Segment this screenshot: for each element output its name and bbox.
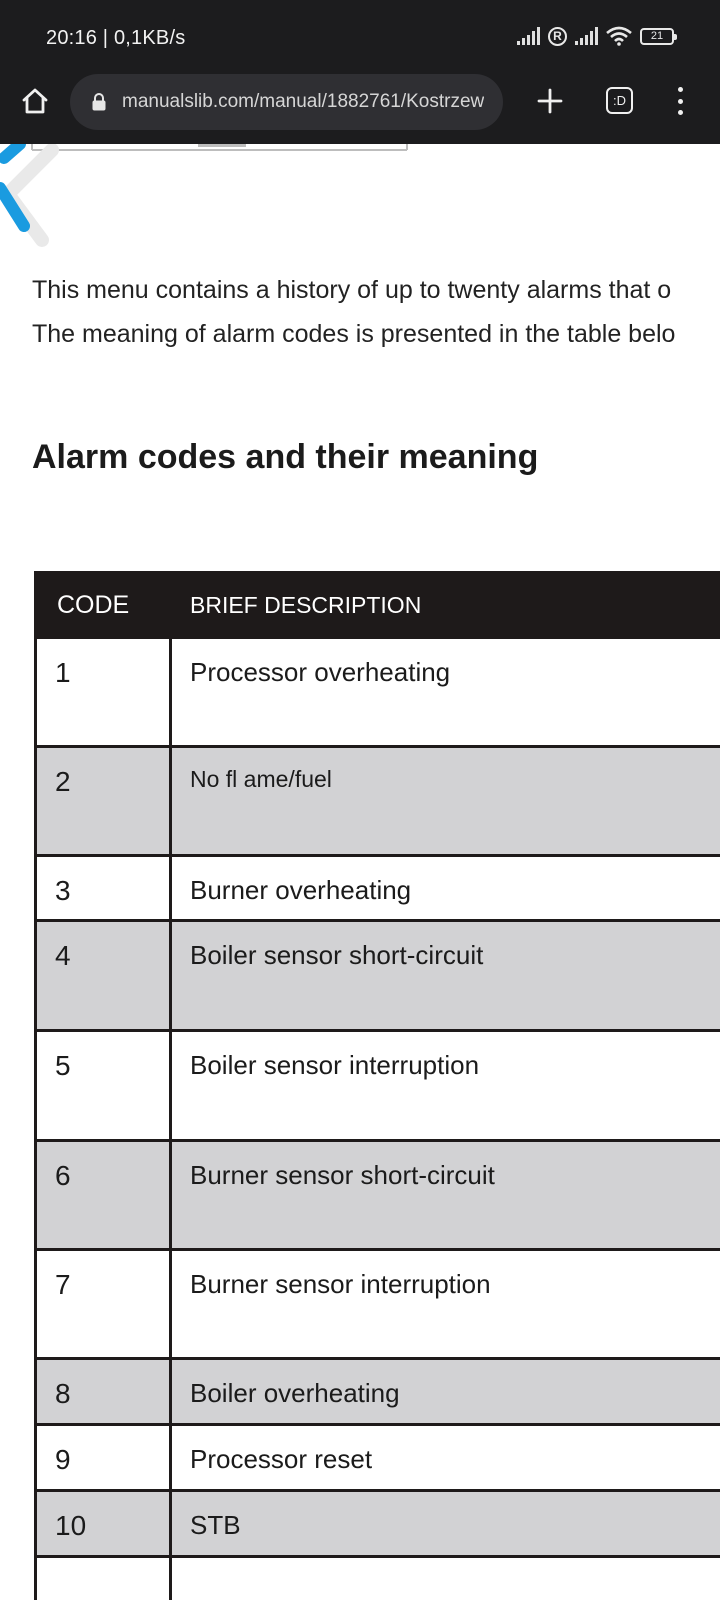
row-description: Boiler overheating (190, 1378, 400, 1408)
table-row (34, 1360, 720, 1426)
row-description: Processor overheating (190, 657, 451, 687)
new-tab-button[interactable] (533, 84, 567, 118)
table-header (34, 571, 720, 639)
intro-line: The meaning of alarm codes is presented in the table belo (32, 320, 676, 348)
table-row (34, 1558, 720, 1600)
signal-icon-2 (575, 27, 598, 45)
signal-icon (517, 27, 540, 45)
row-code: 2 (37, 748, 172, 854)
more-menu-button[interactable] (668, 84, 692, 118)
menu-dot-icon (678, 87, 683, 92)
page-decoration (0, 144, 420, 264)
row-code: 8 (37, 1360, 172, 1423)
registered-icon: R (548, 27, 567, 46)
url-text: manualslib.com/manual/1882761/Kostrzew (122, 91, 485, 112)
intro-line: This menu contains a history of up to twenty alarms that o (32, 276, 672, 304)
table-row (34, 1492, 720, 1558)
status-icons (517, 26, 674, 46)
row-code: 6 (37, 1142, 172, 1248)
row-description: Burner overheating (190, 875, 412, 905)
intro-text (32, 268, 720, 356)
wifi-icon (606, 26, 632, 46)
table-row (34, 1032, 720, 1142)
row-code: 7 (37, 1251, 172, 1357)
browser-toolbar (0, 74, 720, 144)
row-description: Burner sensor interruption (190, 1269, 491, 1299)
table-row (34, 1142, 720, 1251)
lock-icon (92, 93, 106, 111)
table-row (34, 1426, 720, 1492)
home-button[interactable] (18, 84, 52, 118)
row-description: Processor reset (190, 1444, 373, 1474)
table-row (34, 748, 720, 857)
menu-dot-icon (678, 110, 683, 115)
battery-icon: 21 (640, 28, 674, 45)
row-code: 9 (37, 1426, 172, 1489)
row-code: 3 (37, 857, 172, 919)
row-code: 10 (37, 1492, 172, 1555)
row-code: 4 (37, 922, 172, 1029)
plus-icon (537, 88, 563, 114)
table-row (34, 857, 720, 922)
status-time: 20:16 | 0,1KB/s (46, 27, 186, 49)
status-bar (0, 0, 720, 74)
table-row (34, 639, 720, 748)
row-description: Boiler sensor interruption (190, 1050, 480, 1080)
header-code: CODE (57, 590, 130, 619)
row-code: 1 (37, 639, 172, 745)
home-icon (20, 86, 50, 116)
alarm-codes-table (34, 571, 720, 1600)
row-description: STB (190, 1510, 241, 1540)
row-description: Boiler sensor short-circuit (190, 940, 484, 970)
row-code (37, 1558, 172, 1600)
table-row (34, 1251, 720, 1360)
table-row (34, 922, 720, 1032)
row-description: No fl ame/fuel (190, 766, 332, 792)
tab-switcher-button[interactable]: :D (606, 87, 633, 114)
row-description: Burner sensor short-circuit (190, 1160, 495, 1190)
header-description: BRIEF DESCRIPTION (190, 591, 422, 618)
row-description (172, 1558, 720, 1600)
row-code: 5 (37, 1032, 172, 1139)
url-bar[interactable] (70, 74, 503, 130)
section-title: Alarm codes and their meaning (32, 438, 539, 476)
menu-dot-icon (678, 99, 683, 104)
